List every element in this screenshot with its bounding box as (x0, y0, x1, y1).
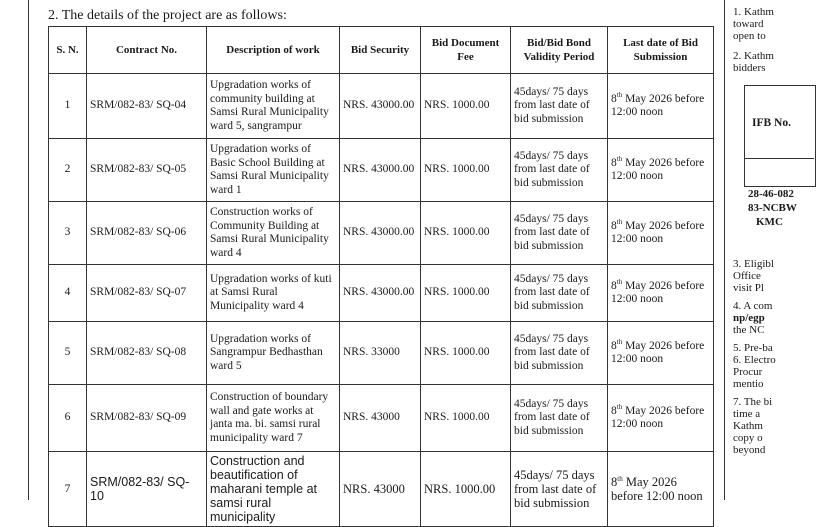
cell-contract-no: SRM/082-83/ SQ-08 (87, 322, 207, 385)
date-day: 8 (611, 219, 617, 232)
ifb-value: 28-46-082 (748, 188, 794, 200)
cell-sn: 4 (49, 265, 87, 322)
right-text-line: Kathm (733, 420, 763, 432)
header-sn: S. N. (49, 27, 87, 74)
right-text-line: the NC (733, 324, 765, 336)
header-last-date: Last date of Bid Submission (608, 27, 714, 74)
cell-sn: 2 (49, 139, 87, 202)
cell-last-date (608, 452, 714, 527)
cell-validity: 45days/ 75 days from last date of bid submission (511, 139, 608, 202)
cell-bid-fee: NRS. 1000.00 (421, 385, 511, 452)
ifb-table (744, 85, 816, 187)
date-day: 8 (611, 156, 617, 169)
cell-description: Construction works of Community Building at Samsi Rural Municipality ward 4 (207, 202, 340, 265)
cell-contract-no: SRM/082-83/ SQ-10 (87, 452, 207, 527)
cell-bid-security: NRS. 43000 (340, 452, 421, 527)
cell-sn: 7 (49, 452, 87, 527)
table-header-row (49, 27, 714, 74)
project-details-table (48, 26, 714, 527)
date-day: 8 (611, 92, 617, 105)
date-rest: May 2026 before 12:00 noon (611, 404, 705, 430)
header-description: Description of work (207, 27, 340, 74)
cell-sn: 1 (49, 74, 87, 139)
left-margin-line (28, 0, 29, 500)
cell-validity: 45days/ 75 days from last date of bid submission (511, 452, 608, 527)
cell-validity: 45days/ 75 days from last date of bid submission (511, 265, 608, 322)
ifb-value: KMC (756, 216, 783, 228)
cell-validity: 45days/ 75 days from last date of bid submission (511, 202, 608, 265)
right-text-line: bidders (733, 62, 766, 74)
right-text-line: 7. The bi (733, 396, 773, 408)
cell-description: Construction and beautification of maharani temple at samsi rural municipality (207, 452, 340, 527)
cell-sn: 3 (49, 202, 87, 265)
right-text-line: visit Pl (733, 282, 764, 294)
right-text-line: time a (733, 408, 761, 420)
cell-description: Upgradation works of Basic School Building at Samsi Rural Municipality ward 1 (207, 139, 340, 202)
cell-bid-fee: NRS. 1000.00 (421, 322, 511, 385)
table-row (49, 139, 714, 202)
date-rest: May 2026 before 12:00 noon (611, 339, 705, 365)
ifb-header: IFB No. (752, 117, 791, 129)
header-validity-period: Bid/Bid Bond Validity Period (511, 27, 608, 74)
table-row (49, 452, 714, 527)
right-text-line: 2. Kathm (733, 50, 774, 62)
right-text-line: Procur (733, 366, 763, 378)
cell-validity: 45days/ 75 days from last date of bid submission (511, 74, 608, 139)
table-row (49, 385, 714, 452)
cell-bid-security: NRS. 43000.00 (340, 74, 421, 139)
cell-contract-no: SRM/082-83/ SQ-05 (87, 139, 207, 202)
cell-bid-security: NRS. 43000 (340, 385, 421, 452)
right-text-line: mentio (733, 378, 764, 390)
cell-bid-fee: NRS. 1000.00 (421, 202, 511, 265)
cell-last-date (608, 74, 714, 139)
cell-bid-security: NRS. 33000 (340, 322, 421, 385)
cell-description: Construction of boundary wall and gate works at janta ma. bi. samsi rural municipality ward 7 (207, 385, 340, 452)
cell-contract-no: SRM/082-83/ SQ-06 (87, 202, 207, 265)
cell-last-date (608, 265, 714, 322)
cell-last-date (608, 202, 714, 265)
cell-validity: 45days/ 75 days from last date of bid submission (511, 322, 608, 385)
date-rest: May 2026 before 12:00 noon (611, 475, 703, 503)
date-day: 8 (611, 404, 617, 417)
ifb-value: 83-NCBW (748, 202, 797, 214)
right-text-line: 4. A com (733, 300, 773, 312)
right-text-line: 3. Eligibl (733, 258, 774, 270)
cell-bid-fee: NRS. 1000.00 (421, 452, 511, 527)
date-rest: May 2026 before 12:00 noon (611, 92, 705, 118)
date-suffix: th (617, 474, 623, 483)
header-contract-no: Contract No. (87, 27, 207, 74)
table-row (49, 74, 714, 139)
cell-bid-fee: NRS. 1000.00 (421, 265, 511, 322)
cell-sn: 5 (49, 322, 87, 385)
table-row (49, 322, 714, 385)
date-day: 8 (611, 475, 618, 489)
cell-description: Upgradation works of kuti at Samsi Rural Municipality ward 4 (207, 265, 340, 322)
header-bid-security: Bid Security (340, 27, 421, 74)
table-row (49, 265, 714, 322)
right-text-line: Office (733, 270, 761, 282)
cell-bid-security: NRS. 43000.00 (340, 139, 421, 202)
date-suffix: th (616, 154, 623, 163)
table-row (49, 202, 714, 265)
right-text-line: 5. Pre-ba (733, 342, 773, 354)
date-day: 8 (611, 339, 617, 352)
right-document-column (733, 0, 800, 500)
column-divider (724, 0, 725, 500)
date-suffix: th (616, 337, 623, 346)
date-rest: May 2026 before 12:00 noon (611, 156, 705, 182)
header-bid-document-fee: Bid Document Fee (421, 27, 511, 74)
right-text-line: 6. Electro (733, 354, 776, 366)
cell-contract-no: SRM/082-83/ SQ-09 (87, 385, 207, 452)
date-day: 8 (611, 279, 617, 292)
cell-bid-fee: NRS. 1000.00 (421, 139, 511, 202)
cell-last-date (608, 322, 714, 385)
cell-last-date (608, 139, 714, 202)
right-text-line: np/egp (733, 312, 765, 324)
right-text-line: open to (733, 30, 766, 42)
cell-bid-security: NRS. 43000.00 (340, 202, 421, 265)
date-rest: May 2026 before 12:00 noon (611, 219, 705, 245)
ifb-table-row-divider (744, 158, 814, 159)
cell-last-date (608, 385, 714, 452)
cell-description: Upgradation works of Sangrampur Bedhasthan ward 5 (207, 322, 340, 385)
date-suffix: th (616, 402, 623, 411)
date-suffix: th (616, 217, 623, 226)
cell-contract-no: SRM/082-83/ SQ-07 (87, 265, 207, 322)
right-text-line: toward (733, 18, 764, 30)
cell-sn: 6 (49, 385, 87, 452)
cell-validity: 45days/ 75 days from last date of bid submission (511, 385, 608, 452)
intro-text: 2. The details of the project are as follows: (48, 8, 287, 23)
date-rest: May 2026 before 12:00 noon (611, 279, 705, 305)
cell-bid-security: NRS. 43000.00 (340, 265, 421, 322)
right-text-line: copy o (733, 432, 763, 444)
date-suffix: th (616, 277, 623, 286)
right-text-line: beyond (733, 444, 766, 456)
cell-contract-no: SRM/082-83/ SQ-04 (87, 74, 207, 139)
cell-bid-fee: NRS. 1000.00 (421, 74, 511, 139)
cell-description: Upgradation works of community building at Samsi Rural Municipality ward 5, sangrampur (207, 74, 340, 139)
date-suffix: th (616, 90, 623, 99)
right-text-line: 1. Kathm (733, 6, 774, 18)
